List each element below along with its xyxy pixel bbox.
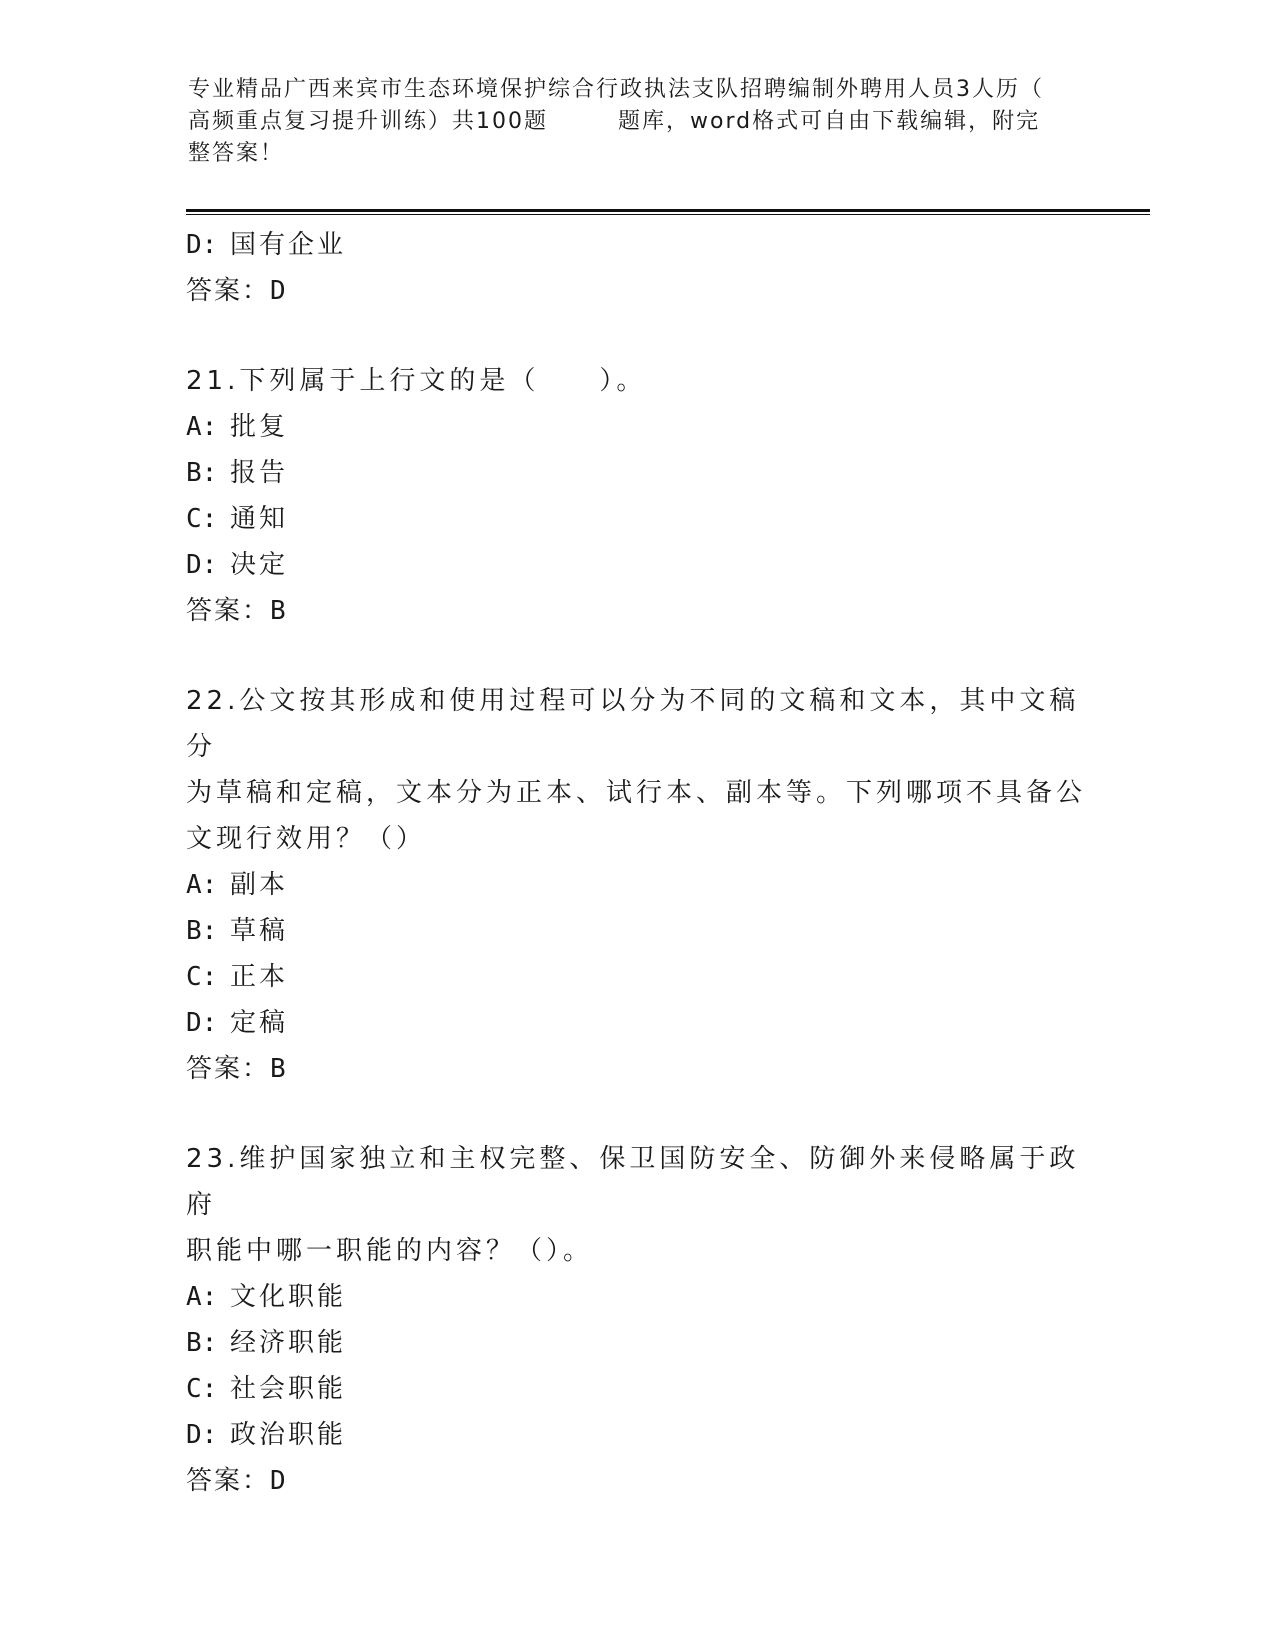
question-stem-line: 文现行效用？（） xyxy=(186,824,427,854)
answer-value: D xyxy=(270,1466,288,1496)
option-key: B: xyxy=(186,458,218,488)
question-21 xyxy=(186,358,1086,634)
question-stem: 21.下列属于上行文的是（ ）。 xyxy=(186,366,647,396)
answer-label: 答案： xyxy=(186,596,271,626)
prev-option-d xyxy=(186,222,1086,268)
question-stem-line: 为草稿和定稿，文本分为正本、试行本、副本等。下列哪项不具备公 xyxy=(186,778,1087,808)
option-c xyxy=(186,1366,1086,1412)
header-divider-thick xyxy=(186,209,1150,212)
answer xyxy=(186,1458,1086,1504)
option-text: 副本 xyxy=(230,870,289,900)
option-text: 草稿 xyxy=(230,916,289,946)
header-line-1: 专业精品广西来宾市生态环境保护综合行政执法支队招聘编制外聘用人员3人历（ xyxy=(188,77,1044,102)
option-text: 社会职能 xyxy=(230,1374,347,1404)
option-key: C: xyxy=(186,504,218,534)
option-a xyxy=(186,862,1086,908)
option-text: 批复 xyxy=(230,412,289,442)
option-key: D: xyxy=(186,550,218,580)
option-b xyxy=(186,908,1086,954)
option-c xyxy=(186,496,1086,542)
question-stem-line: 23.维护国家独立和主权完整、保卫国防安全、防御外来侵略属于政府 xyxy=(186,1144,1080,1220)
option-text: 通知 xyxy=(230,504,289,534)
header-divider-thin xyxy=(186,214,1150,215)
option-d xyxy=(186,1412,1086,1458)
option-a xyxy=(186,1274,1086,1320)
answer xyxy=(186,1046,1086,1092)
option-text: 定稿 xyxy=(230,1008,289,1038)
header-line-2-part-b: 题库，word格式可自由下载编辑，附完 xyxy=(618,109,1041,134)
option-b xyxy=(186,1320,1086,1366)
option-key: D: xyxy=(186,230,218,260)
option-key: C: xyxy=(186,962,218,992)
option-text: 经济职能 xyxy=(230,1328,347,1358)
option-key: A: xyxy=(186,870,218,900)
option-text: 国有企业 xyxy=(230,230,347,260)
answer xyxy=(186,588,1086,634)
option-key: D: xyxy=(186,1008,218,1038)
header-line-3: 整答案！ xyxy=(188,141,285,166)
option-key: C: xyxy=(186,1374,218,1404)
option-text: 报告 xyxy=(230,458,289,488)
option-text: 决定 xyxy=(230,550,289,580)
option-d xyxy=(186,1000,1086,1046)
option-b xyxy=(186,450,1086,496)
header-line-2-part-a: 高频重点复习提升训练）共100题 xyxy=(188,109,548,134)
answer-value: B xyxy=(270,596,288,626)
option-key: A: xyxy=(186,1282,218,1312)
answer-label: 答案： xyxy=(186,1466,271,1496)
question-23 xyxy=(186,1136,1086,1504)
answer-value: B xyxy=(270,1054,288,1084)
answer-value: D xyxy=(270,276,288,306)
document-header xyxy=(188,74,1088,170)
question-22 xyxy=(186,678,1086,1092)
option-key: B: xyxy=(186,916,218,946)
answer-label: 答案： xyxy=(186,1054,271,1084)
prev-answer xyxy=(186,268,1086,314)
option-text: 正本 xyxy=(230,962,289,992)
option-a xyxy=(186,404,1086,450)
question-stem-line: 22.公文按其形成和使用过程可以分为不同的文稿和文本，其中文稿分 xyxy=(186,686,1080,762)
answer-label: 答案： xyxy=(186,276,271,306)
option-c xyxy=(186,954,1086,1000)
question-list xyxy=(186,222,1086,1504)
option-key: D: xyxy=(186,1420,218,1450)
option-text: 政治职能 xyxy=(230,1420,347,1450)
option-key: B: xyxy=(186,1328,218,1358)
header-line-2 xyxy=(188,106,1088,138)
option-text: 文化职能 xyxy=(230,1282,347,1312)
question-stem-line: 职能中哪一职能的内容？（）。 xyxy=(186,1236,594,1266)
option-d xyxy=(186,542,1086,588)
option-key: A: xyxy=(186,412,218,442)
